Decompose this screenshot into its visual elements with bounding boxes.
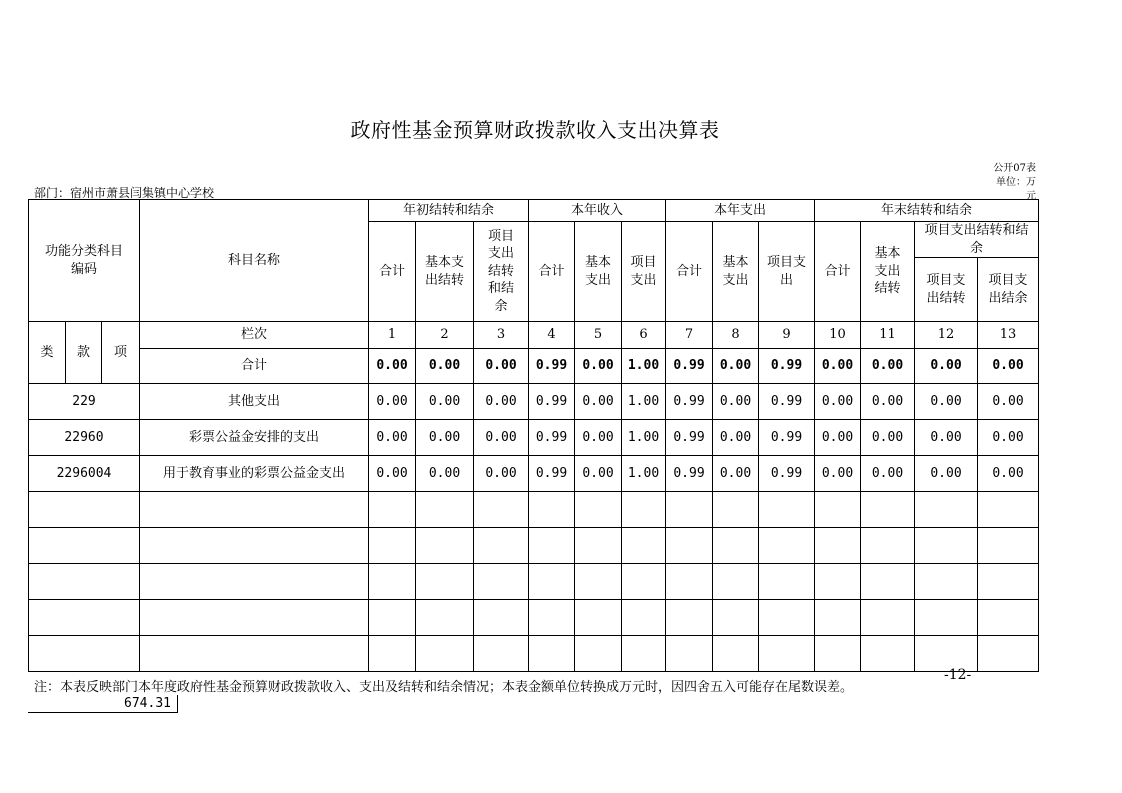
cell: 0.99 [529,420,575,456]
row-name: 用于教育事业的彩票公益金支出 [140,456,369,492]
total-value: 0.00 [416,349,474,384]
col-no: 5 [575,322,622,349]
col-no: 6 [622,322,666,349]
cell: 0.99 [529,456,575,492]
cell: 0.00 [575,384,622,420]
empty-row [29,636,1039,672]
department-label: 部门：宿州市萧县闫集镇中心学校 [34,186,215,200]
row-name: 其他支出 [140,384,369,420]
total-value: 0.99 [666,349,713,384]
cell: 0.00 [416,456,474,492]
total-value: 0.99 [759,349,815,384]
total-label: 合计 [140,349,369,384]
empty-row [29,564,1039,600]
cell: 0.00 [915,420,978,456]
total-value: 0.00 [369,349,416,384]
col-no: 1 [369,322,416,349]
col-no: 4 [529,322,575,349]
cell: 0.00 [713,456,759,492]
col-no: 13 [978,322,1039,349]
col-end-proj-balance: 项目支出结余 [978,258,1039,322]
col-basic-carry: 基本支出结转 [416,222,474,322]
col-total-4: 合计 [815,222,861,322]
budget-table [28,199,1039,672]
page-number: -12- [944,667,972,683]
cell: 0.00 [915,456,978,492]
kuan-header: 款 [66,322,102,384]
cell: 0.99 [666,420,713,456]
total-value: 0.00 [978,349,1039,384]
table-row [29,384,1039,420]
cell: 0.00 [978,384,1039,420]
total-value: 0.00 [713,349,759,384]
cell: 0.00 [815,384,861,420]
col-total-1: 合计 [369,222,416,322]
col-basic-exp-1: 基本支出 [575,222,622,322]
col-end-basic-carry: 基本支出结转 [861,222,915,322]
empty-row [29,492,1039,528]
total-value: 1.00 [622,349,666,384]
cell: 0.00 [474,384,529,420]
empty-row [29,528,1039,564]
footnote: 注：本表反映部门本年度政府性基金预算财政拨款收入、支出及结转和结余情况；本表金额单位转换成万元时，因四舍五入可能存在尾数误差。 [34,680,854,695]
col-proj-exp-1: 项目支出 [622,222,666,322]
cell: 0.00 [815,420,861,456]
cell: 0.00 [815,456,861,492]
code-header: 功能分类科目编码 [29,200,140,322]
cell: 0.00 [915,384,978,420]
row-code: 22960 [29,420,140,456]
col-no: 2 [416,322,474,349]
page-title: 政府性基金预算财政拨款收入支出决算表 [350,118,720,142]
col-no: 9 [759,322,815,349]
col-end-proj-group: 项目支出结转和结余 [915,222,1039,258]
table-row [29,456,1039,492]
col-no: 10 [815,322,861,349]
lei-header: 类 [29,322,66,384]
total-value: 0.00 [815,349,861,384]
cell: 0.00 [474,420,529,456]
group-end-balance: 年末结转和结余 [815,200,1039,222]
form-number: 公开07表 [993,163,1036,174]
footer-value: 674.31 [28,695,178,713]
col-no: 8 [713,322,759,349]
cell: 0.99 [759,384,815,420]
empty-row [29,600,1039,636]
group-income: 本年收入 [529,200,666,222]
col-proj-exp-2: 项目支出 [759,222,815,322]
total-row [29,349,1039,384]
group-expenditure: 本年支出 [666,200,815,222]
cell: 0.00 [416,384,474,420]
cell: 0.00 [474,456,529,492]
col-total-3: 合计 [666,222,713,322]
cell: 0.00 [861,384,915,420]
cell: 0.00 [575,420,622,456]
cell: 0.00 [713,420,759,456]
cell: 0.99 [666,456,713,492]
total-value: 0.00 [861,349,915,384]
cell: 1.00 [622,384,666,420]
col-end-proj-carry: 项目支出结转 [915,258,978,322]
total-value: 0.99 [529,349,575,384]
col-no: 3 [474,322,529,349]
cell: 0.00 [861,456,915,492]
cell: 0.99 [666,384,713,420]
cell: 0.00 [575,456,622,492]
cell: 0.00 [978,420,1039,456]
cell: 0.00 [369,420,416,456]
column-label: 栏次 [140,322,369,349]
col-no: 7 [666,322,713,349]
cell: 0.00 [369,456,416,492]
cell: 0.00 [713,384,759,420]
xiang-header: 项 [102,322,140,384]
total-value: 0.00 [575,349,622,384]
col-no: 12 [915,322,978,349]
col-no: 11 [861,322,915,349]
unit-label: 单位：万 [996,177,1036,188]
cell: 0.00 [861,420,915,456]
cell: 0.99 [529,384,575,420]
cell: 0.00 [978,456,1039,492]
cell: 0.00 [369,384,416,420]
total-value: 0.00 [915,349,978,384]
cell: 0.99 [759,456,815,492]
name-header: 科目名称 [140,200,369,322]
row-code: 2296004 [29,456,140,492]
row-name: 彩票公益金安排的支出 [140,420,369,456]
total-value: 0.00 [474,349,529,384]
cell: 0.00 [416,420,474,456]
cell: 1.00 [622,420,666,456]
group-begin-balance: 年初结转和结余 [369,200,529,222]
col-basic-exp-2: 基本支出 [713,222,759,322]
cell: 0.99 [759,420,815,456]
cell: 1.00 [622,456,666,492]
col-total-2: 合计 [529,222,575,322]
unit-label-cont: 元 [1026,191,1036,202]
col-proj-carry-balance: 项目支出结转和结余 [474,222,529,322]
table-row [29,420,1039,456]
row-code: 229 [29,384,140,420]
